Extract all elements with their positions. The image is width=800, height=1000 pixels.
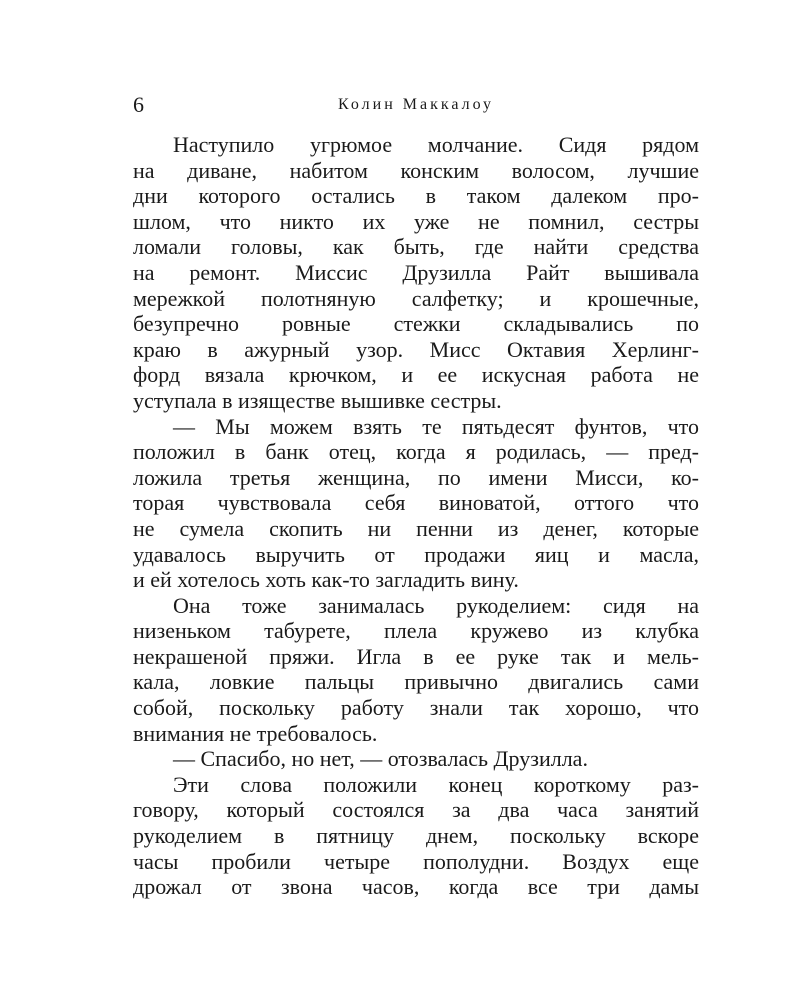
text-line: — Мы можем взять те пятьдесят фунтов, что: [173, 413, 699, 439]
text-line: некрашеной пряжи. Игла в ее руке так и мель-: [133, 643, 699, 669]
body-text: [133, 132, 699, 900]
text-line: дни которого остались в таком далеком про-: [133, 183, 699, 209]
text-line: на диване, набитом конским волосом, лучшие: [133, 157, 699, 183]
text-line: собой, поскольку работу знали так хорошо, что: [133, 695, 699, 721]
running-title: Колин Маккалоу: [337, 96, 495, 113]
text-line: торая чувствовала себя виноватой, оттого что: [133, 490, 699, 516]
text-line: низеньком табурете, плела кружево из клубка: [133, 618, 699, 644]
running-head: [133, 92, 699, 118]
text-line: внимания не требовалось.: [133, 720, 378, 746]
page-number: 6: [133, 92, 144, 117]
text-line: Эти слова положили конец короткому раз-: [173, 771, 699, 797]
text-line: положил в банк отец, когда я родилась, — пред-: [133, 439, 699, 465]
text-line: кала, ловкие пальцы привычно двигались сами: [133, 669, 699, 695]
text-line: Она тоже занималась рукоделием: сидя на: [173, 592, 699, 618]
text-line: на ремонт. Миссис Друзилла Райт вышивала: [133, 259, 699, 285]
text-line: шлом, что никто их уже не помнил, сестры: [133, 208, 699, 234]
text-line: Наступило угрюмое молчание. Сидя рядом: [173, 132, 699, 157]
text-line: краю в ажурный узор. Мисс Октавия Херлинг-: [133, 336, 699, 362]
text-line: ложила третья женщина, по имени Мисси, ко-: [133, 464, 699, 490]
text-line: — Спасибо, но нет, — отозвалась Друзилла.: [173, 746, 588, 772]
text-line: рукоделием в пятницу днем, поскольку вскоре: [133, 823, 699, 849]
text-line: и ей хотелось хоть как-то загладить вину.: [133, 567, 519, 593]
text-line: мережкой полотняную салфетку; и крошечные,: [133, 285, 699, 311]
text-line: дрожал от звона часов, когда все три дамы: [133, 874, 699, 900]
text-line: ломали головы, как быть, где найти средства: [133, 234, 699, 260]
text-line: говору, который состоялся за два часа занятий: [133, 797, 699, 823]
text-line: не сумела скопить ни пенни из денег, которые: [133, 515, 699, 541]
text-line: часы пробили четыре пополудни. Воздух еще: [133, 848, 699, 874]
text-line: уступала в изяществе вышивке сестры.: [133, 387, 502, 413]
text-line: форд вязала крючком, и ее искусная работа не: [133, 362, 699, 388]
text-line: безупречно ровные стежки складывались по: [133, 311, 699, 337]
text-line: удавалось выручить от продажи яиц и масла,: [133, 541, 699, 567]
